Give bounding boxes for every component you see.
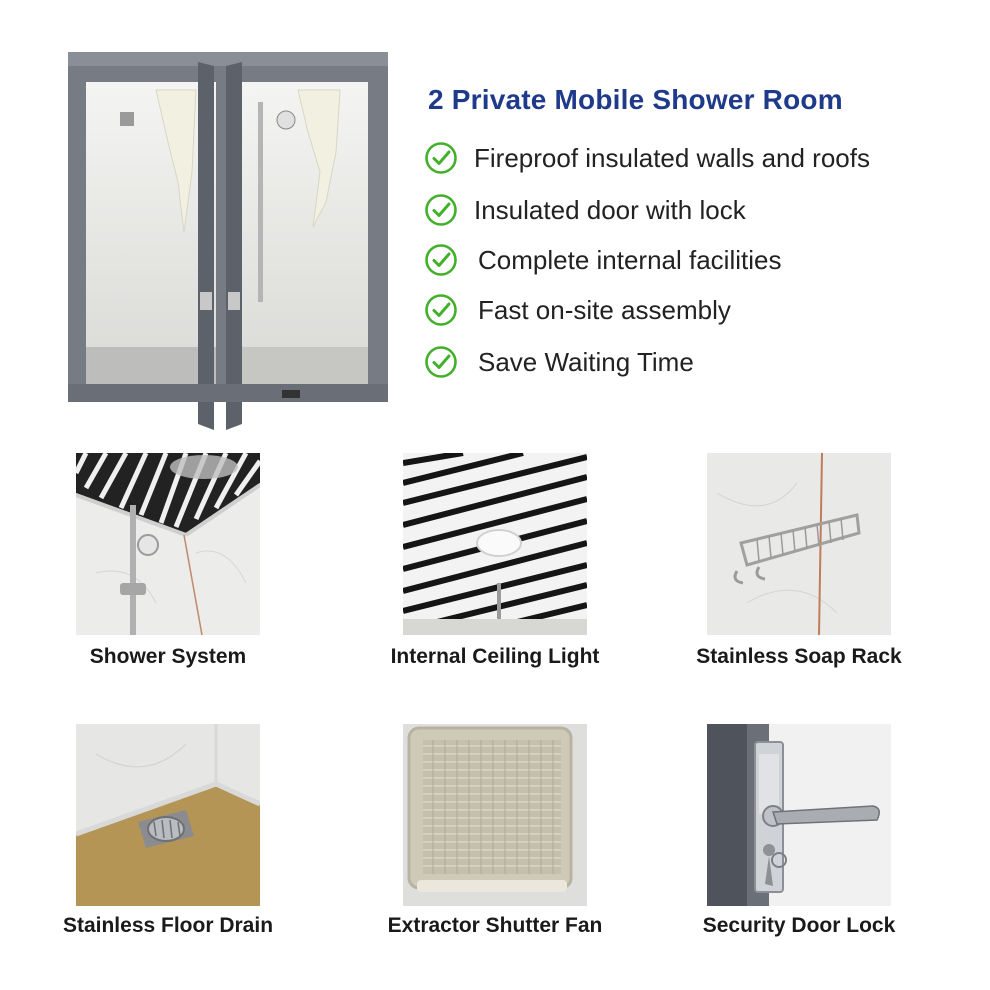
floor-drain-photo <box>76 724 260 906</box>
gallery-label: Extractor Shutter Fan <box>387 914 603 937</box>
gallery-label: Stainless Soap Rack <box>696 645 902 668</box>
gallery-tile <box>387 724 603 954</box>
check-circle-icon <box>424 293 458 327</box>
feature-text: Save Waiting Time <box>478 346 694 377</box>
shower-room-photo <box>68 52 388 430</box>
feature-item <box>424 138 870 178</box>
soap-rack-photo <box>707 453 891 635</box>
gallery-label: Security Door Lock <box>702 914 896 937</box>
check-circle-icon <box>424 141 458 175</box>
gallery-tile <box>76 453 260 683</box>
door-lock-photo <box>707 724 891 906</box>
check-circle-icon <box>424 193 458 227</box>
check-circle-icon <box>424 243 458 277</box>
ceiling-light-photo <box>403 453 587 635</box>
gallery-label: Stainless Floor Drain <box>62 914 274 937</box>
check-circle-icon <box>424 345 458 379</box>
feature-text: Fast on-site assembly <box>478 294 731 325</box>
page-title: 2 Private Mobile Shower Room <box>428 84 843 115</box>
feature-item <box>424 240 781 280</box>
gallery-tile <box>696 453 902 683</box>
gallery-tile <box>390 453 600 683</box>
shower-system-photo <box>76 453 260 635</box>
gallery-tile <box>62 724 274 954</box>
feature-text: Fireproof insulated walls and roofs <box>474 142 870 173</box>
gallery-tile <box>702 724 896 954</box>
feature-text: Insulated door with lock <box>474 194 746 225</box>
gallery-label: Shower System <box>89 645 247 668</box>
feature-item <box>424 342 694 382</box>
feature-item <box>424 190 746 230</box>
feature-text: Complete internal facilities <box>478 244 782 275</box>
extractor-fan-photo <box>403 724 587 906</box>
gallery-label: Internal Ceiling Light <box>390 645 600 668</box>
feature-item <box>424 290 731 330</box>
